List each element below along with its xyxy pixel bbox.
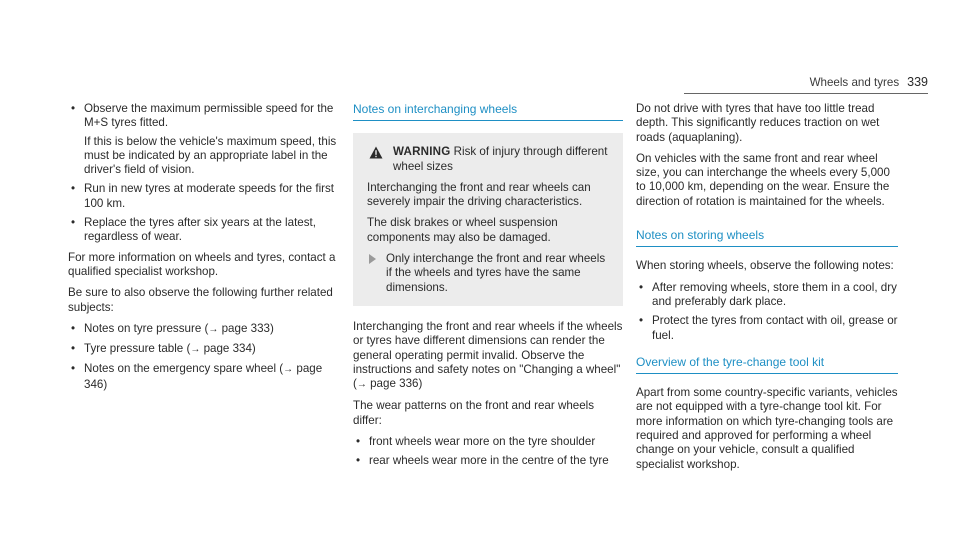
list-item-text: Replace the tyres after six years at the latest, regardless of wear.	[84, 216, 316, 244]
link-text: Notes on tyre pressure (	[84, 321, 209, 335]
bullet-icon: •	[71, 362, 76, 376]
paragraph: On vehicles with the same front and rear wheel size, you can interchange the wheels every 5,000 to 10,000 km, depending on the wear. Ensure the direction of rotation is maintained for the wheels.	[636, 151, 890, 208]
warning-paragraph: Interchanging the front and rear wheels can severely impair the driving characteristics.	[367, 180, 591, 209]
link-text: Tyre pressure table (	[84, 342, 191, 356]
related-link[interactable]	[68, 342, 348, 357]
storing-notes-list	[636, 281, 898, 343]
chapter-title: Wheels and tyres	[809, 76, 900, 89]
arrow-right-icon: →	[208, 323, 219, 335]
list-item	[636, 314, 898, 343]
paragraph: When storing wheels, observe the following notes:	[636, 259, 894, 273]
list-item	[68, 182, 348, 211]
warning-label: WARNING	[393, 145, 451, 159]
column-middle	[353, 102, 623, 475]
warning-title: Risk of injury through different wheel sizes	[393, 145, 608, 173]
warning-paragraph: The disk brakes or wheel suspension components may also be damaged.	[367, 216, 558, 244]
list-item-text: Protect the tyres from contact with oil, grease or fuel.	[652, 314, 898, 342]
page-reference: page 333)	[221, 321, 274, 335]
paragraph: Apart from some country-specific variants, vehicles are not equipped with a tyre-change tool kit. For more information on which tyre-changing tools are required and approved for performing a wheel change on your vehicle, consult a qualified specialist workshop.	[636, 386, 898, 471]
bullet-icon: •	[639, 280, 644, 294]
warning-box	[353, 133, 623, 306]
paragraph: The wear patterns on the front and rear wheels differ:	[353, 399, 595, 427]
page-reference[interactable]: page 336)	[370, 377, 423, 391]
related-link[interactable]	[68, 362, 348, 392]
paragraph: For more information on wheels and tyres, contact a qualified specialist workshop.	[68, 250, 336, 278]
list-item	[68, 216, 348, 245]
list-item	[353, 454, 623, 468]
bullet-icon: •	[71, 182, 76, 196]
related-topics-list	[68, 322, 348, 392]
running-header	[628, 75, 928, 90]
arrow-right-icon: →	[190, 344, 201, 356]
section-heading-storing: Notes on storing wheels	[636, 228, 898, 247]
page-number: 339	[907, 75, 928, 89]
section-heading-tool-kit: Overview of the tyre-change tool kit	[636, 355, 898, 374]
warning-title-block	[393, 145, 609, 174]
bullet-icon: •	[71, 321, 76, 335]
list-item	[68, 102, 348, 177]
related-link[interactable]	[68, 322, 348, 337]
list-item-note: If this is below the vehicle's maximum speed, this must be indicated by an appropriate label in the driver's field of vision.	[84, 134, 337, 177]
warning-step-text: Only interchange the front and rear wheels if the wheels and tyres have the same dimensions.	[386, 252, 606, 294]
paragraph: Be sure to also observe the following further related subjects:	[68, 286, 333, 314]
tyre-tips-list	[68, 102, 348, 245]
column-left	[68, 102, 348, 398]
warning-icon	[369, 146, 383, 159]
warning-header	[367, 145, 609, 174]
page-reference: page 334)	[203, 342, 256, 356]
bullet-icon: •	[356, 435, 361, 449]
bullet-icon: •	[639, 314, 644, 328]
header-rule	[684, 93, 928, 94]
section-heading-interchanging: Notes on interchanging wheels	[353, 102, 623, 121]
list-item-text: front wheels wear more on the tyre shoulder	[369, 435, 596, 449]
bullet-icon: •	[356, 454, 361, 468]
play-arrow-icon	[369, 254, 376, 264]
list-item-text: Run in new tyres at moderate speeds for the first 100 km.	[84, 182, 335, 210]
paragraph: Do not drive with tyres that have too little tread depth. This significantly reduces traction on wet roads (aquaplaning).	[636, 102, 880, 144]
bullet-icon: •	[71, 342, 76, 356]
arrow-right-icon: →	[356, 379, 367, 391]
list-item-text: Observe the maximum permissible speed for the M+S tyres fitted.	[84, 102, 334, 130]
wear-pattern-list	[353, 435, 623, 469]
paragraph	[353, 320, 623, 392]
list-item	[636, 281, 898, 310]
page-reference: page 346)	[84, 362, 323, 391]
bullet-icon: •	[71, 102, 76, 115]
link-text: Notes on the emergency spare wheel (	[84, 362, 284, 376]
column-right	[636, 102, 898, 479]
paragraph-text: Interchanging the front and rear wheels if the wheels or tyres have different dimensions can render the general operating permit invalid. Observe the instructions and safety notes on "Changing a wheel" (	[353, 319, 623, 391]
list-item-text: After removing wheels, store them in a cool, dry and preferably dark place.	[652, 280, 897, 308]
list-item-text: rear wheels wear more in the centre of the tyre	[369, 454, 609, 468]
list-item	[353, 435, 623, 449]
bullet-icon: •	[71, 216, 76, 230]
arrow-right-icon: →	[283, 364, 294, 376]
warning-action-step	[367, 252, 609, 295]
